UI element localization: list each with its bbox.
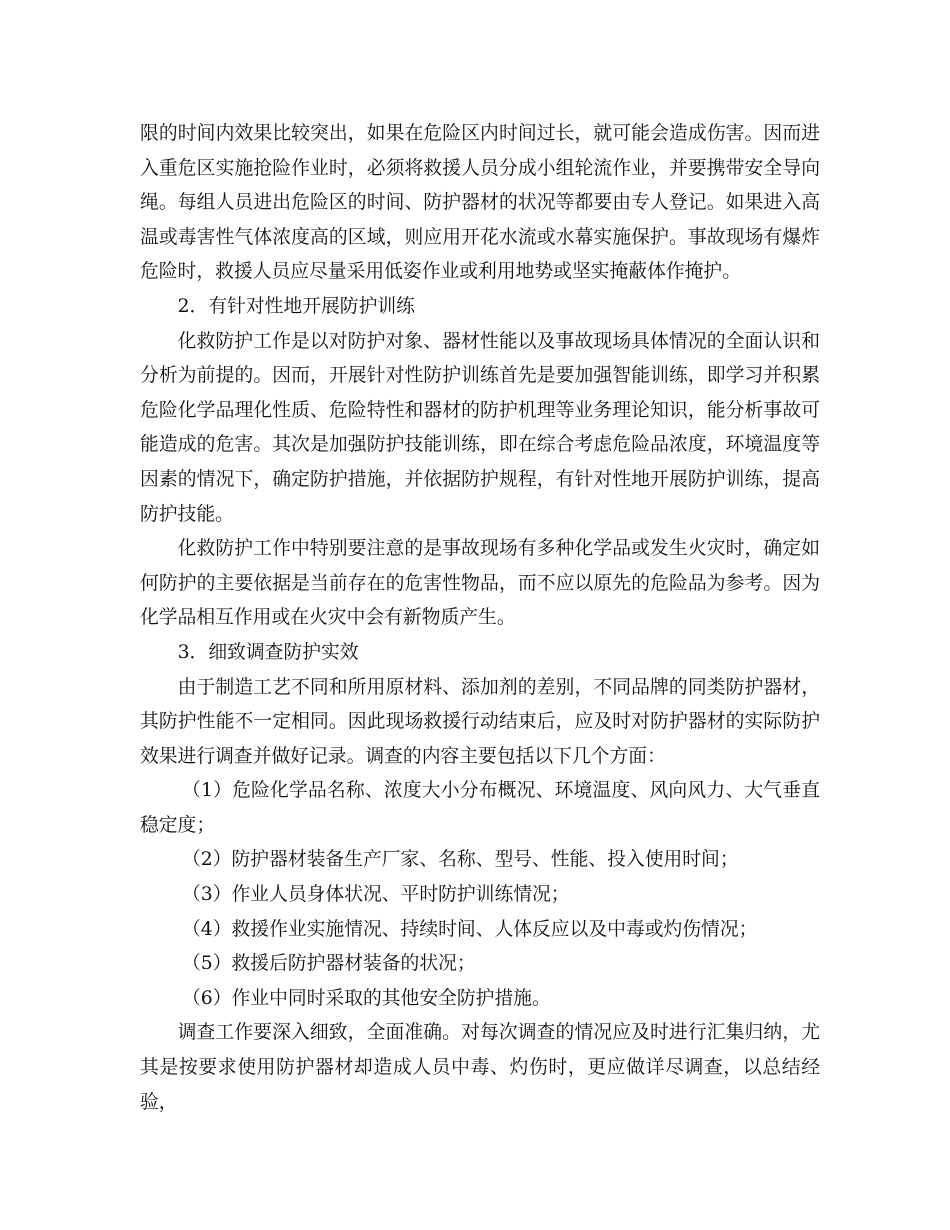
paragraph-summary: 调查工作要深入细致，全面准确。对每次调查的情况应及时进行汇集归纳，尤其是按要求使用防护器材却造成人员中毒、灼伤时，更应做详尽调查，以总结经验， [140, 1022, 820, 1113]
paragraph-investigation: 由于制造工艺不同和所用原材料、添加剂的差别，不同品牌的同类防护器材，其防护性能不一定相同。因此现场救援行动结束后，应及时对防护器材的实际防护效果进行调查并做好记录。调查的内容主要包括以下几个方面： [140, 676, 820, 767]
paragraph-training: 化救防护工作是以对防护对象、器材性能以及事故现场具体情况的全面认识和分析为前提的。因而，开展针对性防护训练首先是要加强智能训练，即学习并积累危险化学品理化性质、危险特性和器材的防护机理等业务理论知识，能分析事故可能造成的危害。其次是加强防护技能训练，即在综合考虑危险品浓度，环境温度等因素的情况下，确定防护措施，并依据防护规程，有针对性地开展防护训练，提高防护技能。 [140, 330, 820, 525]
section-heading-2: 2．有针对性地开展防护训练 [177, 295, 415, 317]
paragraph-continuation: 限的时间内效果比较突出，如果在危险区内时间过长，就可能会造成伤害。因而进入重危区实施抢险作业时，必须将救援人员分成小组轮流作业，并要携带安全导向绳。每组人员进出危险区的时间、防护器材的状况等都要由专人登记。如果进入高温或毒害性气体浓度高的区域，则应用开花水流或水幕实施保护。事故现场有爆炸危险时，救援人员应尽量采用低姿作业或利用地势或坚实掩蔽体作掩护。 [140, 123, 820, 283]
list-item-4: （4）救援作业实施情况、持续时间、人体反应以及中毒或灼伤情况； [182, 918, 758, 940]
list-item-3: （3）作业人员身体状况、平时防护训练情况； [182, 884, 570, 906]
document-body [140, 117, 820, 1120]
paragraph-fire-note: 化救防护工作中特别要注意的是事故现场有多种化学品或发生火灾时，确定如何防护的主要依据是当前存在的危害性物品，而不应以原先的危险品为参考。因为化学品相互作用或在火灾中会有新物质产生。 [140, 538, 820, 629]
list-item-1: （1）危险化学品名称、浓度大小分布概况、环境温度、风向风力、大气垂直稳定度； [140, 780, 820, 836]
list-item-2: （2）防护器材装备生产厂家、名称、型号、性能、投入使用时间； [182, 849, 739, 871]
section-heading-3: 3．细致调查防护实效 [177, 641, 359, 663]
list-item-5: （5）救援后防护器材装备的状况； [182, 953, 476, 975]
list-item-6: （6）作业中同时采取的其他安全防护措施。 [182, 987, 551, 1009]
